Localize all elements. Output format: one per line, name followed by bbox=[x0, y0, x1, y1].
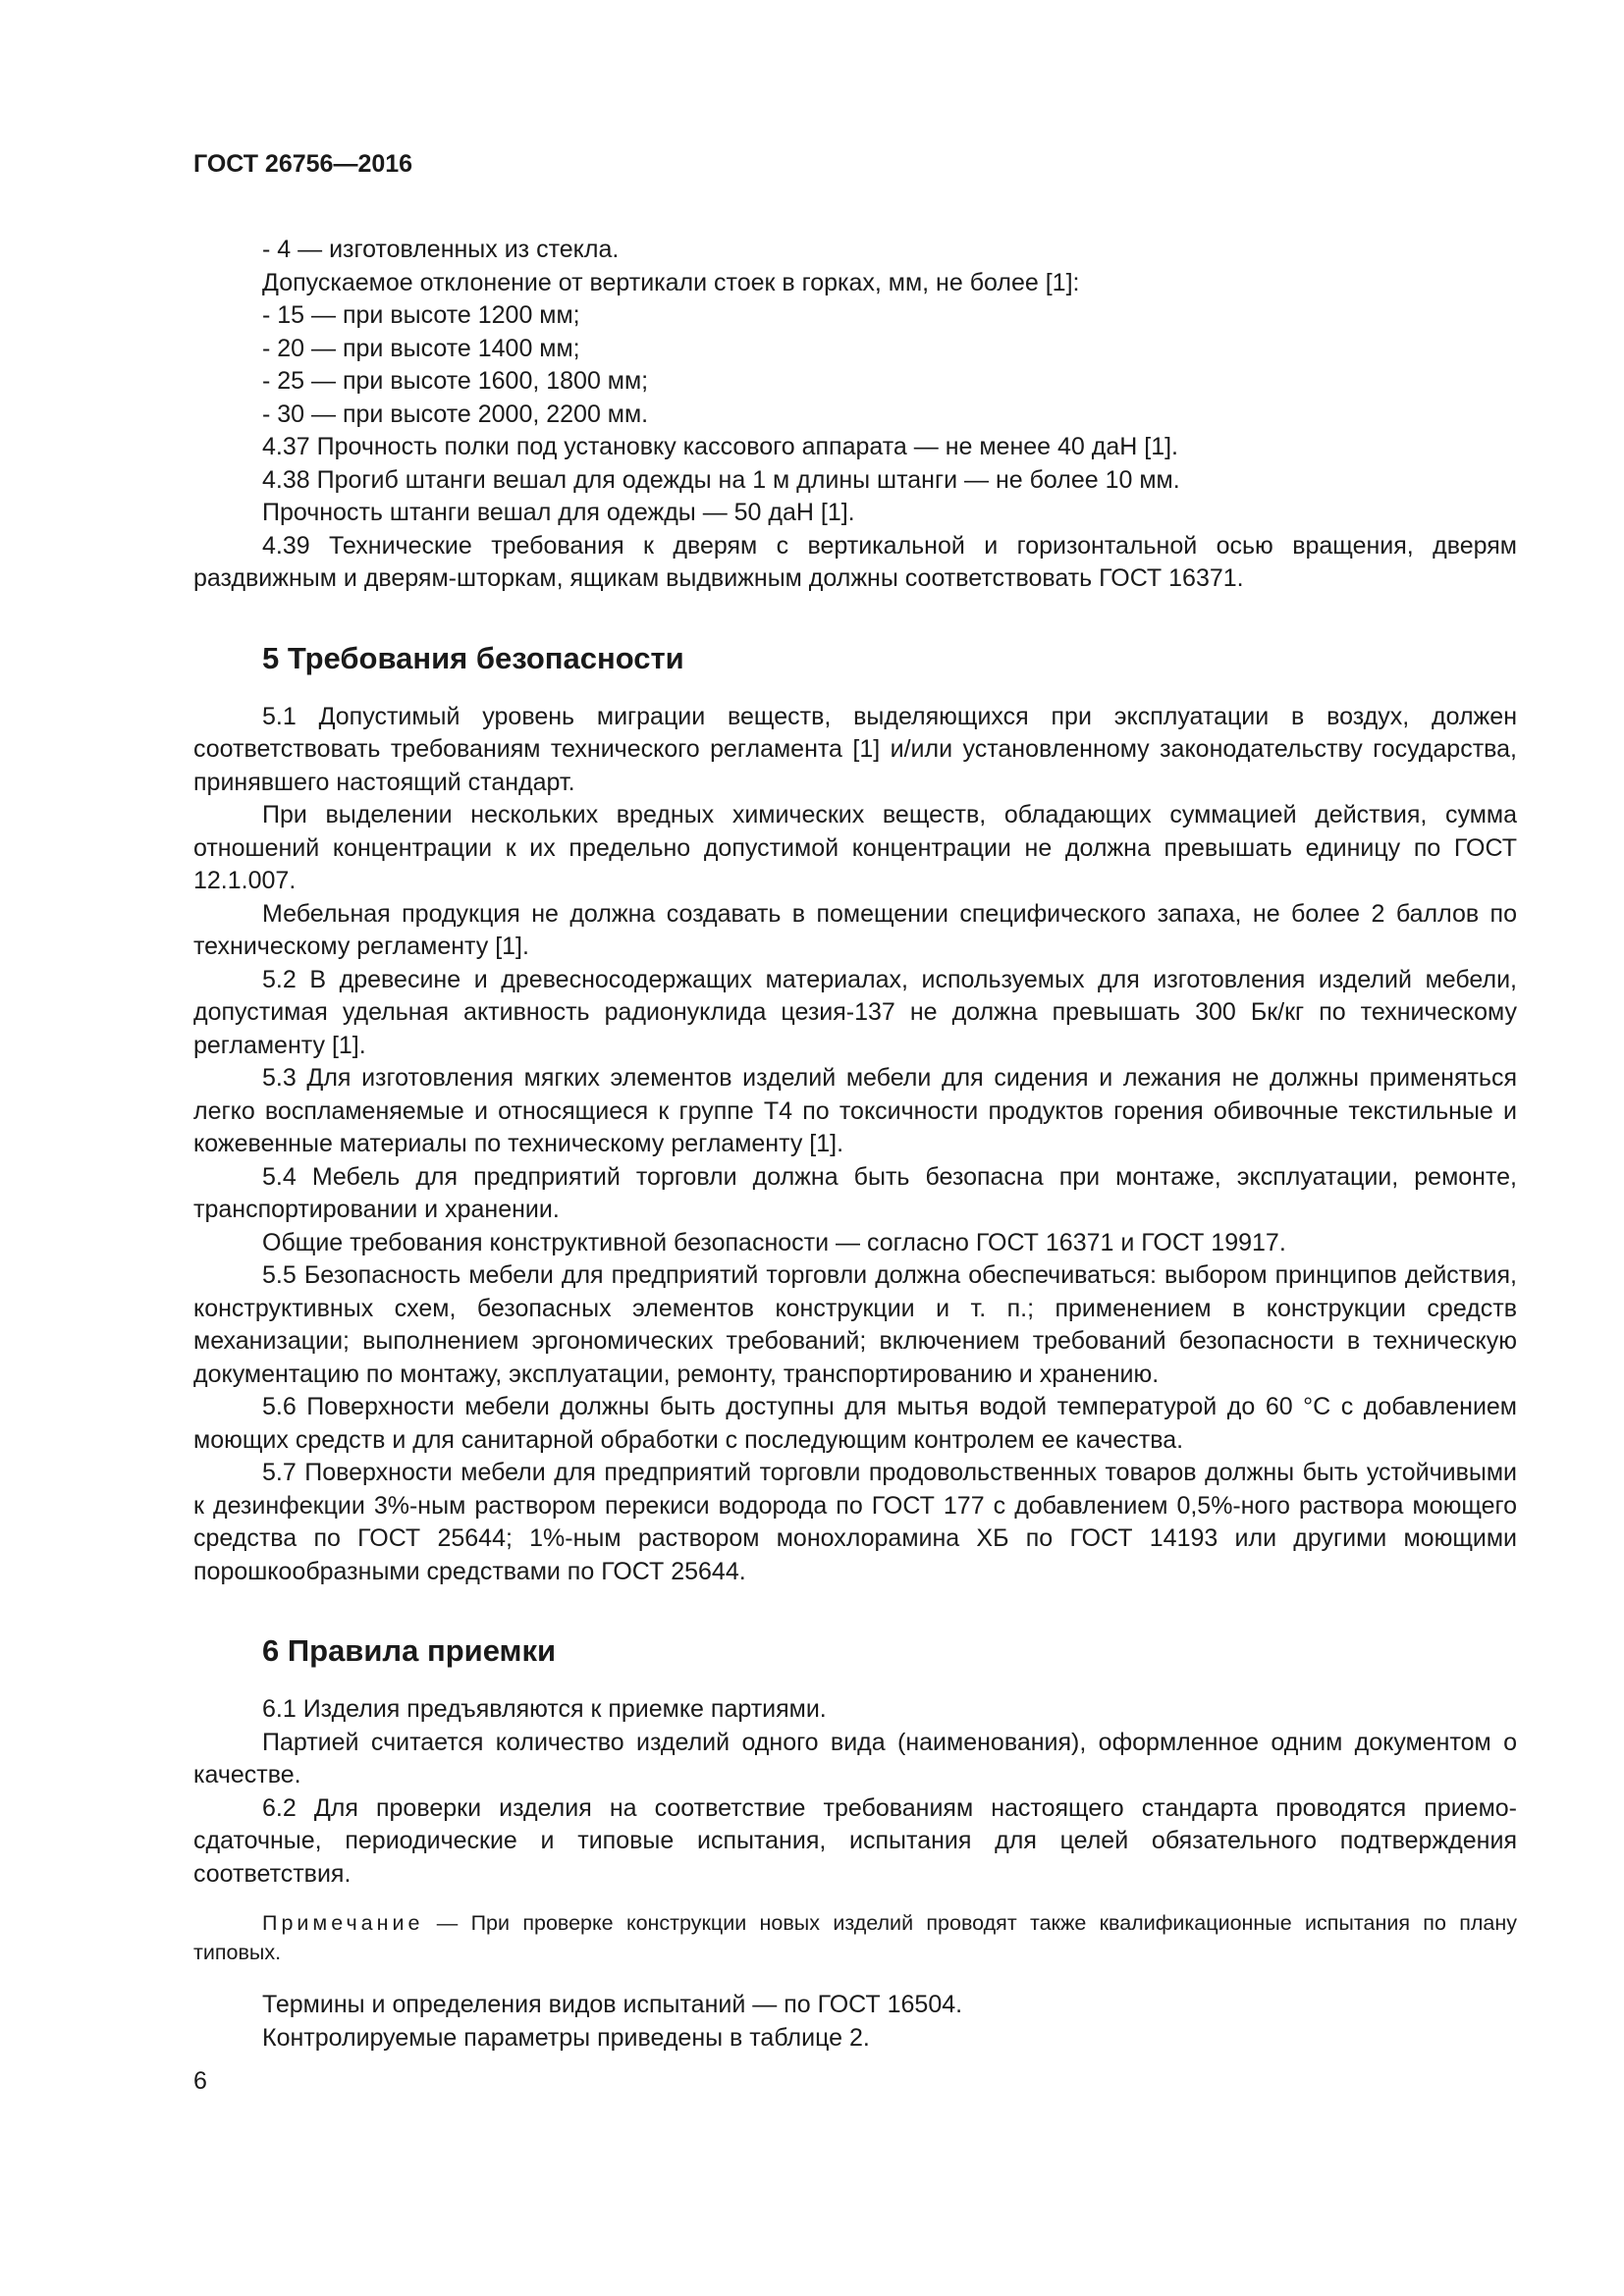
note bbox=[193, 1908, 1517, 1967]
paragraph: Общие требования конструктивной безопасности — согласно ГОСТ 16371 и ГОСТ 19917. bbox=[262, 1228, 1286, 1256]
paragraph: 5.5 Безопасность мебели для предприятий торговли должна обеспечиваться: выбором принципов действия, конструктивных схем, безопасных элементов конструкции и т. п.; применением в конструкции средств механизации; выполнением эргономических требований; включением требований безопасности в техническую документацию по монтажу, эксплуатации, ремонту, транспортированию и хранению. bbox=[193, 1261, 1517, 1388]
paragraph: 5.6 Поверхности мебели должны быть доступны для мытья водой температурой до 60 °С с добавлением моющих средств и для санитарной обработки с последующим контролем ее качества. bbox=[193, 1393, 1517, 1454]
section-6-body bbox=[193, 1693, 1517, 2055]
paragraph: 5.7 Поверхности мебели для предприятий торговли продовольственных товаров должны быть устойчивыми к дезинфекции 3%-ным раствором перекиси водорода по ГОСТ 177 с добавлением 0,5%-ного раствора моющего средства по ГОСТ 25644; 1%-ным раствором монохлорамина ХБ по ГОСТ 14193 или другими моющими порошкообразными средствами по ГОСТ 25644. bbox=[193, 1459, 1517, 1585]
paragraph: 4.37 Прочность полки под установку кассового аппарата — не менее 40 даН [1]. bbox=[262, 433, 1178, 460]
paragraph: Контролируемые параметры приведены в таблице 2. bbox=[262, 2023, 870, 2052]
paragraph: Термины и определения видов испытаний — по ГОСТ 16504. bbox=[262, 1991, 963, 2018]
paragraph: 5.4 Мебель для предприятий торговли должна быть безопасна при монтаже, эксплуатации, ремонте, транспортировании и хранении. bbox=[193, 1162, 1517, 1223]
paragraph: - 15 — при высоте 1200 мм; bbox=[262, 301, 580, 329]
paragraph: 4.39 Технические требования к дверям с вертикальной и горизонтальной осью вращения, дверям раздвижным и дверям-шторкам, ящикам выдвижным должны соответствовать ГОСТ 16371. bbox=[193, 531, 1517, 592]
note-label: Примечание bbox=[262, 1911, 424, 1935]
paragraph: - 30 — при высоте 2000, 2200 мм. bbox=[262, 400, 649, 428]
paragraph: Допускаемое отклонение от вертикали стоек в горках, мм, не более [1]: bbox=[262, 268, 1080, 296]
document-header: ГОСТ 26756—2016 bbox=[193, 150, 413, 178]
paragraph: Мебельная продукция не должна создавать в помещении специфического запаха, не более 2 баллов по техническому регламенту [1]. bbox=[193, 899, 1517, 960]
paragraph: - 4 — изготовленных из стекла. bbox=[262, 236, 620, 263]
paragraph: 5.2 В древесине и древесносодержащих материалах, используемых для изготовления изделий мебели, допустимая удельная активность радионуклида цезия-137 не должна превышать 300 Бк/кг по техническому регламенту [1]. bbox=[193, 965, 1517, 1059]
paragraph: Партией считается количество изделий одного вида (наименования), оформленное одним документом о качестве. bbox=[193, 1728, 1517, 1789]
page-number: 6 bbox=[193, 2067, 207, 2095]
paragraph: 5.3 Для изготовления мягких элементов изделий мебели для сидения и лежания не должны применяться легко воспламеняемые и относящиеся к группе Т4 по токсичности продуктов горения обивочные текстильные и кожевенные материалы по техническому регламенту [1]. bbox=[193, 1064, 1517, 1157]
paragraph: - 20 — при высоте 1400 мм; bbox=[262, 334, 580, 362]
note-text: — При проверке конструкции новых изделий проводят также квалификационные испытания по плану типовых. bbox=[193, 1911, 1517, 1964]
paragraph: - 25 — при высоте 1600, 1800 мм; bbox=[262, 367, 649, 395]
paragraph: При выделении нескольких вредных химических веществ, обладающих суммацией действия, сумма отношений концентрации к их предельно допустимой концентрации не должна превышать единицу по ГОСТ 12.1.007. bbox=[193, 801, 1517, 894]
section-5-body bbox=[193, 701, 1517, 1589]
section-6-title: 6 Правила приемки bbox=[262, 1633, 557, 1668]
paragraph: 6.1 Изделия предъявляются к приемке партиями. bbox=[262, 1695, 827, 1723]
paragraph: 4.38 Прогиб штанги вешал для одежды на 1 м длины штанги — не более 10 мм. bbox=[262, 465, 1180, 494]
paragraph: Прочность штанги вешал для одежды — 50 даН [1]. bbox=[262, 499, 855, 526]
paragraph: 5.1 Допустимый уровень миграции веществ, выделяющихся при эксплуатации в воздух, должен соответствовать требованиям технического регламента [1] и/или установленному законодательству государства, принявшего настоящий стандарт. bbox=[193, 702, 1517, 796]
continuation-block bbox=[193, 234, 1517, 596]
paragraph: 6.2 Для проверки изделия на соответствие требованиям настоящего стандарта проводятся приемо-сдаточные, периодические и типовые испытания, испытания для целей обязательного подтверждения соответствия. bbox=[193, 1793, 1517, 1888]
section-5-title: 5 Требования безопасности bbox=[262, 640, 684, 675]
document-page bbox=[193, 147, 1517, 2055]
